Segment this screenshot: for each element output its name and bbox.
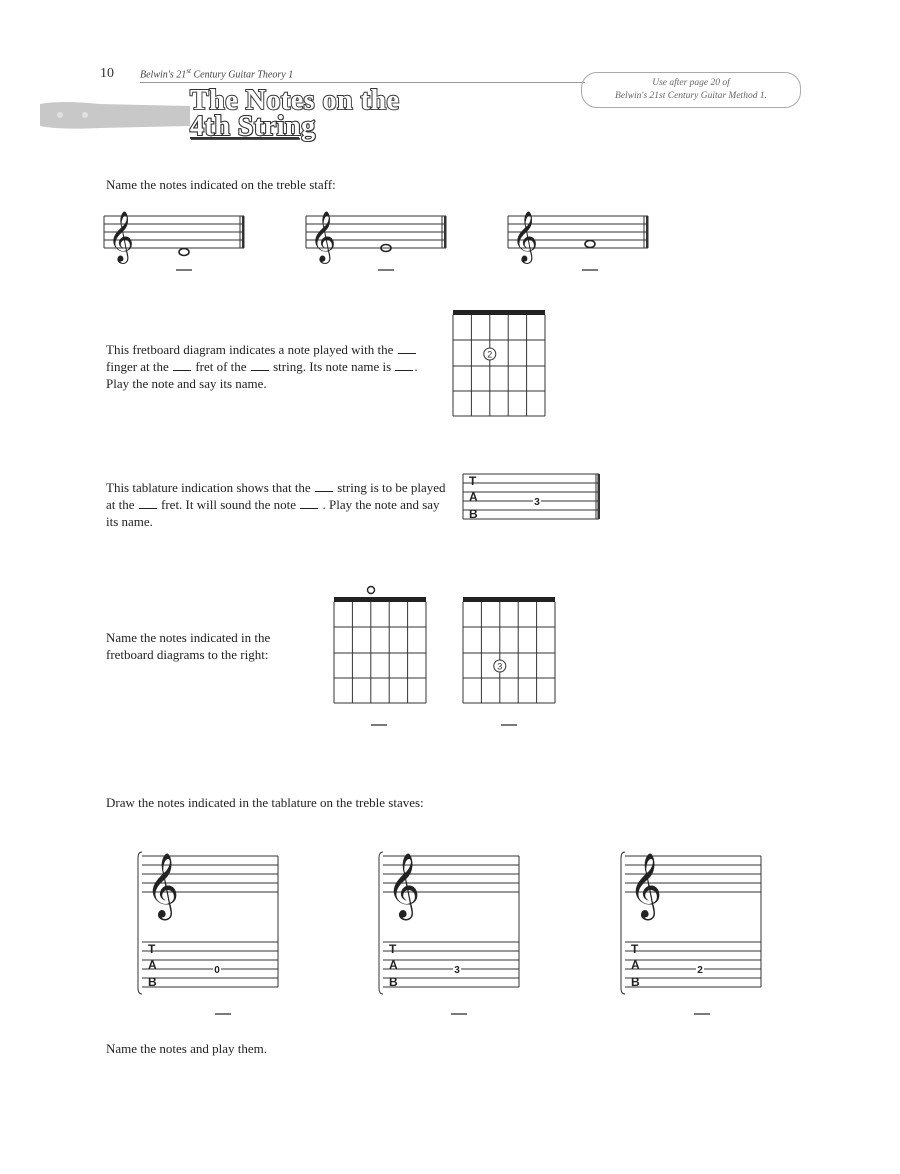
tab-t-label: T	[389, 942, 397, 956]
tab-b-label: B	[631, 975, 640, 989]
finger-dot-label: 2	[487, 349, 493, 360]
section5-instruction: Draw the notes indicated in the tablature on the treble staves:	[106, 795, 424, 810]
page-title-line2: 4th String	[190, 111, 316, 142]
section5-footer: Name the notes and play them.	[106, 1041, 268, 1056]
treble-clef-icon: 𝄞	[146, 853, 180, 918]
blank-note	[300, 498, 318, 509]
section3-text: This tablature indication shows that the string is to be played at the fret. It will sound the note . Play the note and say its name.	[106, 480, 446, 529]
treble-clef-icon: 𝄞	[629, 853, 663, 918]
tab-fret-number: 3	[454, 965, 460, 976]
treble-clef-icon: 𝄞	[387, 853, 421, 918]
treble-staff-1	[104, 206, 254, 286]
tab-t-label: T	[631, 942, 639, 956]
tab-b-label: B	[469, 507, 478, 521]
method-reference-line1: Use after page 20 of	[652, 78, 730, 88]
blank-fret	[139, 498, 157, 509]
treble-clef-icon: 𝄞	[512, 211, 539, 262]
blank-string	[251, 360, 269, 371]
page-title	[190, 85, 400, 142]
blank-string	[315, 481, 333, 492]
tab-a-label: A	[389, 958, 398, 972]
tab-b-label: B	[389, 975, 398, 989]
tab-fret-number: 2	[697, 965, 703, 976]
blank-note	[395, 360, 413, 371]
tab-a-label: A	[631, 958, 640, 972]
tablature-staff	[463, 470, 603, 530]
fretboard-diagram-3	[463, 584, 558, 734]
section2-text: This fretboard diagram indicates a note played with the finger at the fret of the string. Its note name is . Play the note and say its name.	[106, 342, 418, 391]
section1-instruction: Name the notes indicated on the treble staff:	[106, 177, 336, 192]
staff-tab-system-2	[379, 838, 524, 1023]
page-number: 10	[100, 66, 114, 81]
note-head	[179, 249, 189, 256]
open-marker-label	[362, 584, 372, 594]
staff-tab-system-3	[621, 838, 766, 1023]
method-reference-line2: Belwin's 21st Century Guitar Method 1.	[615, 91, 767, 101]
tab-t-label: T	[148, 942, 156, 956]
fretboard-diagram-1	[453, 310, 548, 420]
header-rule	[140, 82, 585, 83]
finger-dot-label: 3	[497, 661, 503, 672]
page-title-line1: The Notes on the	[190, 85, 400, 116]
tab-t-label: T	[469, 474, 477, 488]
guitar-headstock-icon	[40, 100, 190, 130]
staff-tab-system-1	[138, 838, 283, 1023]
tab-a-label: A	[148, 958, 157, 972]
blank-fret	[173, 360, 191, 371]
tab-fret-number: 3	[534, 497, 540, 508]
section4-instruction: Name the notes indicated in the fretboard diagrams to the right:	[106, 630, 271, 662]
treble-clef-icon: 𝄞	[108, 211, 135, 262]
fretboard-diagram-2	[334, 584, 429, 734]
tab-b-label: B	[148, 975, 157, 989]
blank-finger	[398, 343, 416, 354]
treble-clef-icon: 𝄞	[310, 211, 337, 262]
treble-staff-3	[508, 206, 658, 286]
method-reference-box	[581, 72, 801, 108]
tab-a-label: A	[469, 490, 478, 504]
treble-staff-2	[306, 206, 456, 286]
note-head	[585, 241, 595, 248]
tab-fret-number: 0	[214, 965, 220, 976]
running-title: Belwin's 21st Century Guitar Theory 1	[140, 67, 294, 81]
